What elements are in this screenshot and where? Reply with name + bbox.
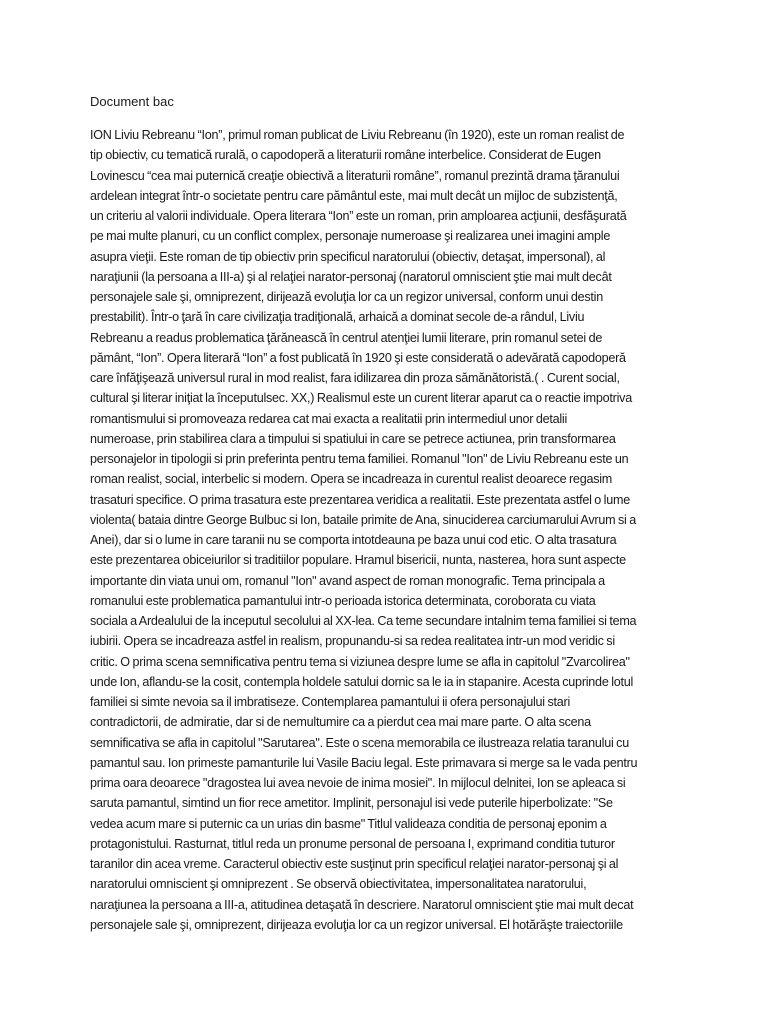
body-text-line: naraţiunea la persoana a III-a, atitudinea detaşată în descriere. Naratorul omniscient ştie mai mult decat — [90, 897, 634, 912]
body-text-line: roman realist, social, interbelic si modern. Opera se incadreaza in curentul realist deoarece regasim — [90, 472, 613, 487]
body-text-line: pamantul sau. Ion primeste pamanturile lui Vasile Baciu legal. Este primavara si merge sa le vada pentru — [90, 755, 638, 770]
body-text-line: trasaturi specifice. O prima trasatura este prezentarea veridica a realitatii. Este prezentata astfel o lume — [90, 492, 630, 507]
body-text-line: unde Ion, aflandu-se la cosit, contempla holdele satului dornic sa le ia in stapanire. Acesta cuprinde lotul — [90, 674, 634, 689]
body-text-line: Lovinescu “cea mai puternică creaţie obiectivă a literaturii române”, romanul prezintă drama ţăranului — [90, 168, 620, 183]
body-text-line: violenta( bataia dintre George Bulbuc si Ion, bataile primite de Ana, sinuciderea carciumarului Avrum si a — [90, 512, 636, 527]
body-text-line: personajele sale şi, omniprezent, dirijeaza evoluţia lor ca un regizor universal. El hotărăşte traiectoriile — [90, 917, 623, 932]
body-text-line: prestabilit). Într-o ţară în care civilizaţia tradiţională, arhaică a dominat secole de-a rândul, Liviu — [90, 310, 585, 325]
body-text-line: sociala a Ardealului de la inceputul secolului al XX-lea. Ca teme secundare intalnim tema familiei si tema — [90, 614, 637, 628]
body-text-line: iubirii. Opera se incadreaza astfel in realism, propunandu-si sa redea realitatea intr-un mod veridic si — [90, 634, 615, 649]
body-text-line: numeroase, prin stabilirea clara a timpului si spatiului in care se petrece actiunea, prin transformarea — [90, 431, 616, 446]
body-text-line: naratorului omniscient şi omniprezent . Se observă obiectivitatea, impersonalitatea naratorului, — [90, 877, 587, 892]
body-text-line: care înfăţişează universul rural in mod realist, fara idilizarea din proza sămănătoristă.( . Curent social, — [90, 371, 620, 385]
body-text-line: semnificativa se afla in capitolul "Sarutarea". Este o scena memorabila ce ilustreaza relatia taranului cu — [90, 735, 629, 750]
body-text-line: este prezentarea obiceiurilor si traditiilor populare. Hramul bisericii, nunta, nasterea, hora sunt aspecte — [90, 553, 626, 568]
document-title: Document bac — [90, 94, 174, 109]
body-text-line: romanului este problematica pamantului intr-o perioada istorica determinata, coroborata cu viata — [90, 593, 596, 608]
body-text-line: cultural şi literar iniţiat la începutulsec. XX,) Realismul este un curent literar aparut ca o reactie impotriva — [90, 391, 632, 406]
body-text-line: familiei si simte nevoia sa il imbratiseze. Contemplarea pamantului ii ofera personajului stari — [90, 695, 571, 709]
body-text-line: asupra vieţii. Este roman de tip obiectiv prin specificul naratorului (obiectiv, detaşat, impersonal), al — [90, 249, 606, 264]
body-text-line: protagonistului. Rasturnat, titlul reda un pronume personal de persoana I, exprimand conditia tuturor — [90, 836, 615, 851]
body-text-line: ardelean integrat într-o societate pentru care pământul este, mai mult decât un mijloc de subzistenţă, — [90, 188, 618, 203]
body-text-line: pe mai multe planuri, cu un conflict complex, personaje numeroase şi realizarea unei imagini ample — [90, 229, 611, 244]
body-text-line: personajele sale şi, omniprezent, dirijează evoluţia lor ca un regizor universal, conform unui destin — [90, 290, 603, 304]
body-text-line: pământ, “Ion”. Opera literară “Ion” a fost publicată în 1920 şi este considerată o adevărată capodoperă — [90, 350, 626, 365]
body-text-line: critic. O prima scena semnificativa pentru tema si viziunea despre lume se afla in capitolul "Zvarcolirea" — [90, 654, 630, 669]
body-text-line: tip obiectiv, cu tematică rurală, o capodoperă a literaturii române interbelice. Considerat de Eugen — [90, 148, 601, 163]
body-text-line: saruta pamantul, simtind un fior rece ametitor. Implinit, personajul isi vede puterile hiperbolizate: "Se — [90, 796, 613, 811]
body-text-line: Rebreanu a readus problematica ţărănească în centrul atenţiei lumii literare, prin romanul setei de — [90, 330, 603, 345]
body-text-line: Anei), dar si o lume in care taranii nu se comporta intotdeauna pe baza unui cod etic. O alta trasatura — [90, 533, 617, 547]
body-text-line: naraţiunii (la persoana a III-a) şi al relaţiei narator-personaj (naratorul omniscient ştie mai mult decât — [90, 269, 612, 284]
body-text-line: importante din viata unui om, romanul "Ion" avand aspect de roman monografic. Tema principala a — [90, 573, 605, 588]
body-text-line: contradictorii, de admiratie, dar si de nemultumire ca a pierdut cea mai mare parte. O alta scena — [90, 715, 591, 730]
body-text-line: personajelor in tipologii si prin preferinta pentru tema familiei. Romanul "Ion" de Liviu Rebreanu este un — [90, 452, 629, 466]
body-text-line: taranilor din acea vreme. Caracterul obiectiv este susţinut prin specificul relaţiei narator-personaj şi al — [90, 857, 619, 871]
document-body — [90, 125, 690, 935]
body-text-line: romantismului si promoveaza redarea cat mai exacta a realitatii prin intermediul unor detalii — [90, 411, 568, 426]
body-text-line: ION Liviu Rebreanu “Ion”, primul roman publicat de Liviu Rebreanu (în 1920), este un roman realist de — [90, 128, 625, 142]
body-text-line: prima oara deoarece "dragostea lui avea nevoie de inima mosiei". In mijlocul delnitei, Ion se apleaca si — [90, 776, 626, 790]
body-text-line: vedea acum mare si puternic ca un urias din basme" Titlul valideaza conditia de personaj eponim a — [90, 816, 607, 831]
body-text-line: un criteriu al valorii individuale. Opera literara “Ion” este un roman, prin amploarea acţiunii, desfăşurată — [90, 209, 627, 223]
